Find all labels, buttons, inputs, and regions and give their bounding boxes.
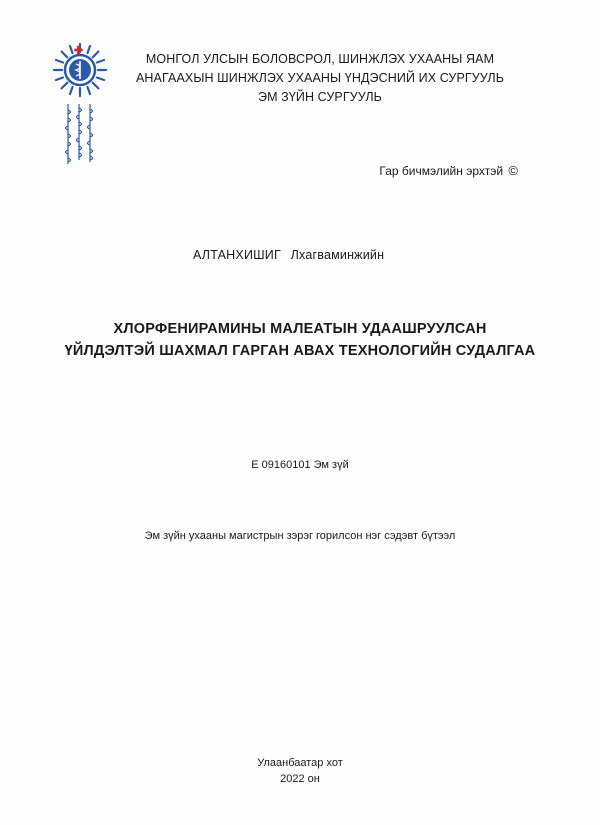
school-name: ЭМ ЗҮЙН СУРГУУЛЬ <box>258 90 382 104</box>
thesis-title-line-1: ХЛОРФЕНИРАМИНЫ МАЛЕАТЫН УДААШРУУЛСАН <box>113 321 487 337</box>
emblem-graphic <box>52 42 108 167</box>
university-emblem-icon <box>52 42 108 167</box>
vertical-script <box>66 104 93 164</box>
copyright-icon: © <box>508 163 518 178</box>
year: 2022 он <box>280 773 320 785</box>
author-surname: АЛТАНХИШИГ <box>193 248 281 262</box>
thesis-title <box>40 318 560 362</box>
author-given-name: Лхагваминжийн <box>290 248 385 262</box>
rights-text: Гар бичмэлийн эрхтэй <box>379 164 504 178</box>
city: Улаанбаатар хот <box>257 757 343 769</box>
place-and-year <box>0 755 600 787</box>
ministry-name: МОНГОЛ УЛСЫН БОЛОВСРОЛ, ШИНЖЛЭХ УХААНЫ ЯАМ <box>145 52 495 66</box>
specialty-code: Е 09160101 Эм зүй <box>251 459 349 471</box>
degree-statement: Эм зүйн ухааны магистрын зэрэг горилсон нэг сэдэвт бүтээл <box>144 530 456 542</box>
institution-header <box>120 50 520 107</box>
author-name <box>193 248 384 262</box>
university-name: АНАГААХЫН ШИНЖЛЭХ УХААНЫ ҮНДЭСНИЙ ИХ СУРГУУЛЬ <box>135 71 505 85</box>
thesis-title-line-2: ҮЙЛДЭЛТЭЙ ШАХМАЛ ГАРГАН АВАХ ТЕХНОЛОГИЙН СУДАЛГАА <box>64 343 536 359</box>
manuscript-rights <box>379 163 518 178</box>
